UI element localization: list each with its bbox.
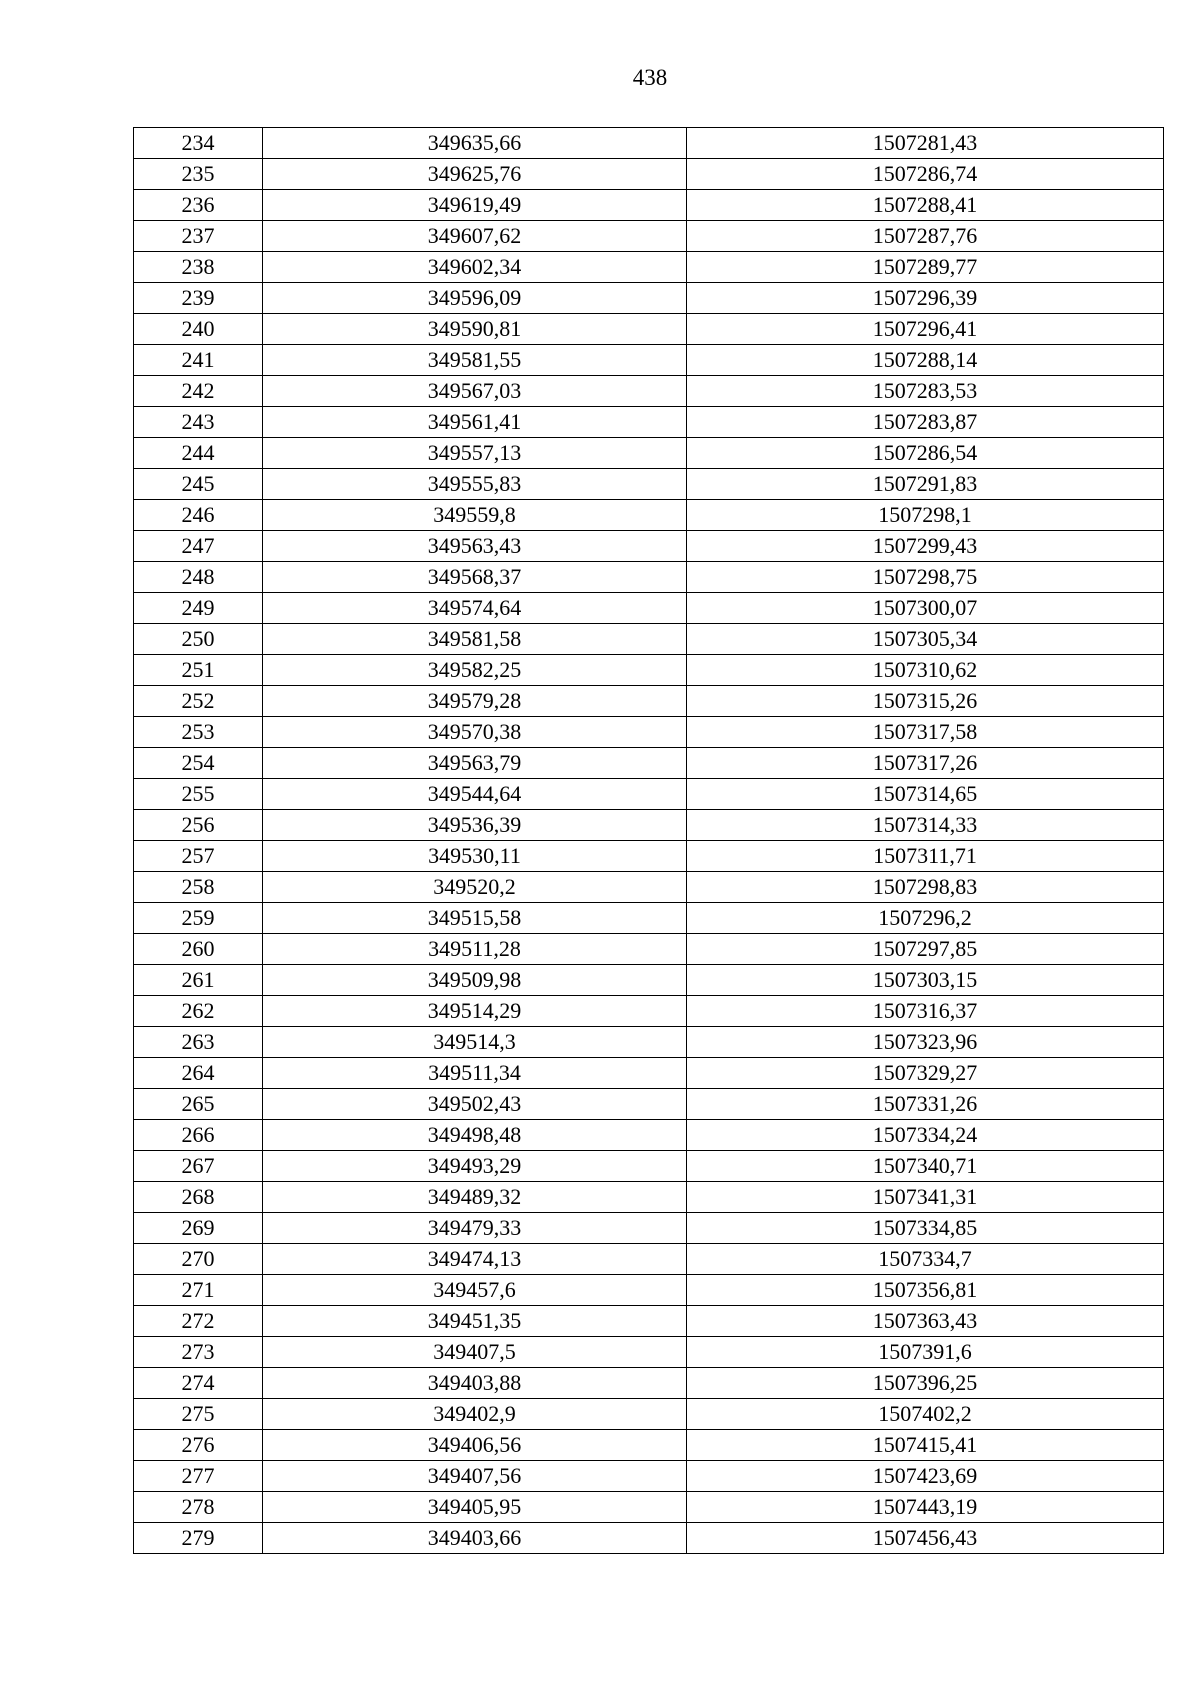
x-coordinate-cell: 349568,37	[263, 562, 687, 593]
x-coordinate-cell: 349574,64	[263, 593, 687, 624]
table-row	[134, 872, 1164, 903]
table-row	[134, 779, 1164, 810]
table-row	[134, 1058, 1164, 1089]
table-row	[134, 1120, 1164, 1151]
table-row	[134, 407, 1164, 438]
point-number-cell: 245	[134, 469, 263, 500]
table-row	[134, 345, 1164, 376]
y-coordinate-cell: 1507356,81	[687, 1275, 1164, 1306]
y-coordinate-cell: 1507315,26	[687, 686, 1164, 717]
x-coordinate-cell: 349596,09	[263, 283, 687, 314]
table-row	[134, 996, 1164, 1027]
table-row	[134, 1461, 1164, 1492]
point-number-cell: 242	[134, 376, 263, 407]
y-coordinate-cell: 1507396,25	[687, 1368, 1164, 1399]
point-number-cell: 237	[134, 221, 263, 252]
x-coordinate-cell: 349582,25	[263, 655, 687, 686]
point-number-cell: 270	[134, 1244, 263, 1275]
x-coordinate-cell: 349520,2	[263, 872, 687, 903]
x-coordinate-cell: 349405,95	[263, 1492, 687, 1523]
table-row	[134, 748, 1164, 779]
y-coordinate-cell: 1507291,83	[687, 469, 1164, 500]
y-coordinate-cell: 1507402,2	[687, 1399, 1164, 1430]
table-row	[134, 1213, 1164, 1244]
table-row	[134, 1089, 1164, 1120]
y-coordinate-cell: 1507310,62	[687, 655, 1164, 686]
y-coordinate-cell: 1507334,85	[687, 1213, 1164, 1244]
y-coordinate-cell: 1507334,7	[687, 1244, 1164, 1275]
point-number-cell: 252	[134, 686, 263, 717]
y-coordinate-cell: 1507363,43	[687, 1306, 1164, 1337]
point-number-cell: 258	[134, 872, 263, 903]
y-coordinate-cell: 1507283,53	[687, 376, 1164, 407]
point-number-cell: 234	[134, 128, 263, 159]
coordinates-table	[133, 127, 1164, 1554]
point-number-cell: 274	[134, 1368, 263, 1399]
y-coordinate-cell: 1507323,96	[687, 1027, 1164, 1058]
y-coordinate-cell: 1507288,41	[687, 190, 1164, 221]
x-coordinate-cell: 349581,58	[263, 624, 687, 655]
point-number-cell: 238	[134, 252, 263, 283]
table-row	[134, 624, 1164, 655]
x-coordinate-cell: 349407,56	[263, 1461, 687, 1492]
x-coordinate-cell: 349590,81	[263, 314, 687, 345]
table-row	[134, 1337, 1164, 1368]
page-number: 438	[632, 65, 668, 90]
y-coordinate-cell: 1507341,31	[687, 1182, 1164, 1213]
point-number-cell: 259	[134, 903, 263, 934]
point-number-cell: 239	[134, 283, 263, 314]
point-number-cell: 257	[134, 841, 263, 872]
x-coordinate-cell: 349457,6	[263, 1275, 687, 1306]
point-number-cell: 267	[134, 1151, 263, 1182]
y-coordinate-cell: 1507317,58	[687, 717, 1164, 748]
table-row	[134, 1306, 1164, 1337]
x-coordinate-cell: 349544,64	[263, 779, 687, 810]
table-row	[134, 1523, 1164, 1554]
table-row	[134, 1492, 1164, 1523]
x-coordinate-cell: 349561,41	[263, 407, 687, 438]
x-coordinate-cell: 349557,13	[263, 438, 687, 469]
table-row	[134, 1430, 1164, 1461]
y-coordinate-cell: 1507289,77	[687, 252, 1164, 283]
y-coordinate-cell: 1507331,26	[687, 1089, 1164, 1120]
coordinates-table-body	[134, 128, 1164, 1554]
point-number-cell: 264	[134, 1058, 263, 1089]
table-row	[134, 562, 1164, 593]
point-number-cell: 265	[134, 1089, 263, 1120]
table-row	[134, 1244, 1164, 1275]
point-number-cell: 278	[134, 1492, 263, 1523]
x-coordinate-cell: 349498,48	[263, 1120, 687, 1151]
y-coordinate-cell: 1507334,24	[687, 1120, 1164, 1151]
table-row	[134, 717, 1164, 748]
y-coordinate-cell: 1507415,41	[687, 1430, 1164, 1461]
table-row	[134, 314, 1164, 345]
point-number-cell: 271	[134, 1275, 263, 1306]
point-number-cell: 247	[134, 531, 263, 562]
y-coordinate-cell: 1507391,6	[687, 1337, 1164, 1368]
table-row	[134, 1275, 1164, 1306]
x-coordinate-cell: 349514,3	[263, 1027, 687, 1058]
x-coordinate-cell: 349602,34	[263, 252, 687, 283]
x-coordinate-cell: 349493,29	[263, 1151, 687, 1182]
x-coordinate-cell: 349479,33	[263, 1213, 687, 1244]
x-coordinate-cell: 349502,43	[263, 1089, 687, 1120]
point-number-cell: 256	[134, 810, 263, 841]
y-coordinate-cell: 1507288,14	[687, 345, 1164, 376]
x-coordinate-cell: 349406,56	[263, 1430, 687, 1461]
x-coordinate-cell: 349402,9	[263, 1399, 687, 1430]
y-coordinate-cell: 1507314,33	[687, 810, 1164, 841]
y-coordinate-cell: 1507298,1	[687, 500, 1164, 531]
x-coordinate-cell: 349403,88	[263, 1368, 687, 1399]
y-coordinate-cell: 1507300,07	[687, 593, 1164, 624]
y-coordinate-cell: 1507316,37	[687, 996, 1164, 1027]
table-row	[134, 283, 1164, 314]
table-row	[134, 376, 1164, 407]
table-row	[134, 252, 1164, 283]
point-number-cell: 272	[134, 1306, 263, 1337]
x-coordinate-cell: 349625,76	[263, 159, 687, 190]
point-number-cell: 240	[134, 314, 263, 345]
x-coordinate-cell: 349607,62	[263, 221, 687, 252]
table-row	[134, 1151, 1164, 1182]
x-coordinate-cell: 349489,32	[263, 1182, 687, 1213]
point-number-cell: 261	[134, 965, 263, 996]
table-row	[134, 1182, 1164, 1213]
point-number-cell: 253	[134, 717, 263, 748]
point-number-cell: 266	[134, 1120, 263, 1151]
y-coordinate-cell: 1507317,26	[687, 748, 1164, 779]
y-coordinate-cell: 1507329,27	[687, 1058, 1164, 1089]
point-number-cell: 275	[134, 1399, 263, 1430]
table-row	[134, 1027, 1164, 1058]
table-row	[134, 686, 1164, 717]
y-coordinate-cell: 1507298,83	[687, 872, 1164, 903]
point-number-cell: 263	[134, 1027, 263, 1058]
y-coordinate-cell: 1507456,43	[687, 1523, 1164, 1554]
x-coordinate-cell: 349407,5	[263, 1337, 687, 1368]
x-coordinate-cell: 349567,03	[263, 376, 687, 407]
y-coordinate-cell: 1507303,15	[687, 965, 1164, 996]
point-number-cell: 262	[134, 996, 263, 1027]
table-row	[134, 903, 1164, 934]
table-row	[134, 655, 1164, 686]
point-number-cell: 269	[134, 1213, 263, 1244]
x-coordinate-cell: 349536,39	[263, 810, 687, 841]
y-coordinate-cell: 1507286,74	[687, 159, 1164, 190]
y-coordinate-cell: 1507296,2	[687, 903, 1164, 934]
y-coordinate-cell: 1507423,69	[687, 1461, 1164, 1492]
y-coordinate-cell: 1507311,71	[687, 841, 1164, 872]
x-coordinate-cell: 349511,28	[263, 934, 687, 965]
x-coordinate-cell: 349403,66	[263, 1523, 687, 1554]
y-coordinate-cell: 1507299,43	[687, 531, 1164, 562]
y-coordinate-cell: 1507298,75	[687, 562, 1164, 593]
x-coordinate-cell: 349570,38	[263, 717, 687, 748]
point-number-cell: 255	[134, 779, 263, 810]
point-number-cell: 244	[134, 438, 263, 469]
point-number-cell: 236	[134, 190, 263, 221]
y-coordinate-cell: 1507286,54	[687, 438, 1164, 469]
table-row	[134, 810, 1164, 841]
point-number-cell: 248	[134, 562, 263, 593]
point-number-cell: 254	[134, 748, 263, 779]
x-coordinate-cell: 349530,11	[263, 841, 687, 872]
y-coordinate-cell: 1507297,85	[687, 934, 1164, 965]
table-row	[134, 1399, 1164, 1430]
point-number-cell: 243	[134, 407, 263, 438]
table-row	[134, 469, 1164, 500]
x-coordinate-cell: 349581,55	[263, 345, 687, 376]
x-coordinate-cell: 349563,43	[263, 531, 687, 562]
table-row	[134, 1368, 1164, 1399]
table-row	[134, 159, 1164, 190]
table-row	[134, 841, 1164, 872]
y-coordinate-cell: 1507314,65	[687, 779, 1164, 810]
table-row	[134, 593, 1164, 624]
point-number-cell: 273	[134, 1337, 263, 1368]
x-coordinate-cell: 349511,34	[263, 1058, 687, 1089]
x-coordinate-cell: 349451,35	[263, 1306, 687, 1337]
x-coordinate-cell: 349563,79	[263, 748, 687, 779]
table-row	[134, 531, 1164, 562]
point-number-cell: 279	[134, 1523, 263, 1554]
y-coordinate-cell: 1507281,43	[687, 128, 1164, 159]
table-row	[134, 500, 1164, 531]
table-row	[134, 221, 1164, 252]
y-coordinate-cell: 1507305,34	[687, 624, 1164, 655]
x-coordinate-cell: 349579,28	[263, 686, 687, 717]
y-coordinate-cell: 1507340,71	[687, 1151, 1164, 1182]
y-coordinate-cell: 1507283,87	[687, 407, 1164, 438]
point-number-cell: 276	[134, 1430, 263, 1461]
x-coordinate-cell: 349555,83	[263, 469, 687, 500]
y-coordinate-cell: 1507443,19	[687, 1492, 1164, 1523]
table-row	[134, 934, 1164, 965]
x-coordinate-cell: 349514,29	[263, 996, 687, 1027]
point-number-cell: 241	[134, 345, 263, 376]
point-number-cell: 249	[134, 593, 263, 624]
x-coordinate-cell: 349509,98	[263, 965, 687, 996]
x-coordinate-cell: 349474,13	[263, 1244, 687, 1275]
y-coordinate-cell: 1507287,76	[687, 221, 1164, 252]
x-coordinate-cell: 349619,49	[263, 190, 687, 221]
point-number-cell: 250	[134, 624, 263, 655]
table-row	[134, 128, 1164, 159]
table-row	[134, 965, 1164, 996]
point-number-cell: 268	[134, 1182, 263, 1213]
point-number-cell: 251	[134, 655, 263, 686]
x-coordinate-cell: 349635,66	[263, 128, 687, 159]
point-number-cell: 246	[134, 500, 263, 531]
point-number-cell: 277	[134, 1461, 263, 1492]
x-coordinate-cell: 349515,58	[263, 903, 687, 934]
x-coordinate-cell: 349559,8	[263, 500, 687, 531]
y-coordinate-cell: 1507296,41	[687, 314, 1164, 345]
table-row	[134, 438, 1164, 469]
table-row	[134, 190, 1164, 221]
y-coordinate-cell: 1507296,39	[687, 283, 1164, 314]
point-number-cell: 235	[134, 159, 263, 190]
point-number-cell: 260	[134, 934, 263, 965]
